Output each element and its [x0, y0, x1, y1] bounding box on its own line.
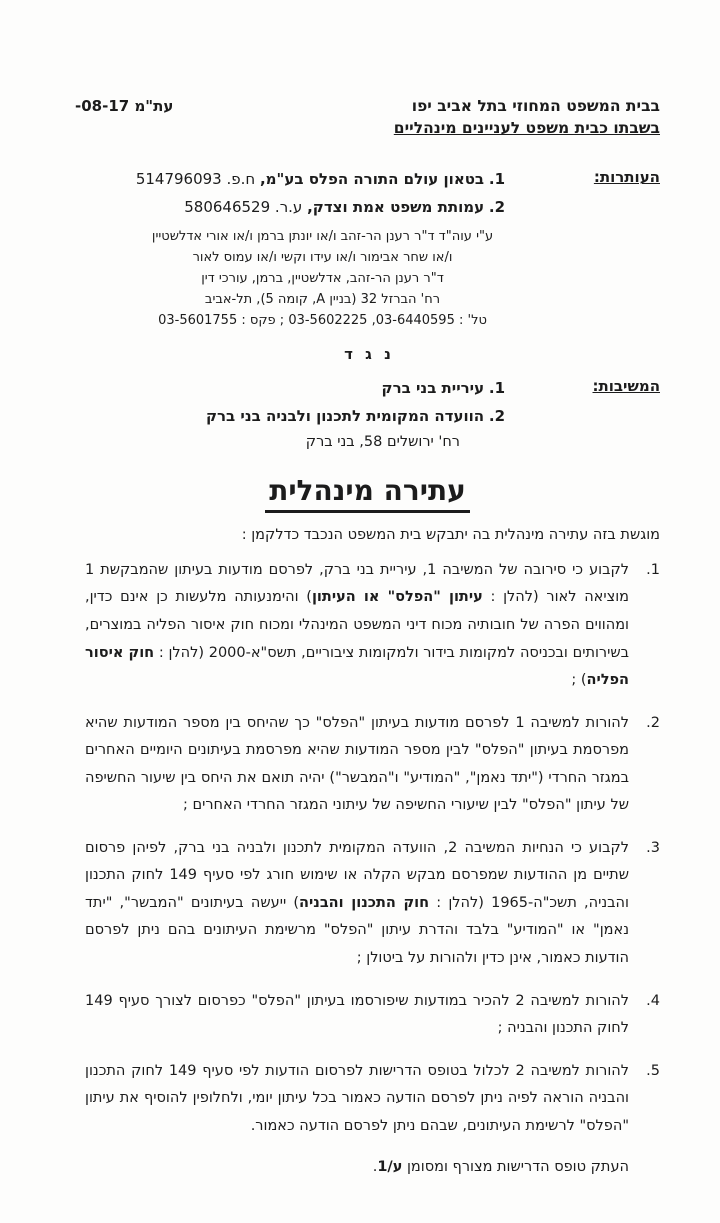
petition-item-4 [85, 988, 660, 1043]
petitioners-list [75, 166, 505, 222]
counsel-address: רח' הברזל 32 (בניין A, קומה 5), תל-אביב [204, 291, 441, 307]
respondent-1-name: עיריית בני ברק [381, 379, 485, 398]
title-row [75, 474, 660, 513]
respondents-address: רח' ירושלים 58, בני ברק [305, 433, 460, 450]
respondent-item-2 [75, 403, 505, 431]
petition-item-1-text: לקבוע כי סירובה של המשיבה 1, עיריית בני ברק, לפרסם מודעות בעיתון שהמבקשת 1 מוציאה לאור (להלן : עיתון "הפלס" או העיתון) והימנעותה מלעשות כן אינם כדין, ומהווים הפרה של חובותיה מכוח דיני המשפט המינהלי ומכוח חוק איסור הפליה במוצרים, בשירותים ובכניסה למקומות בידור ולמקומות ציבוריים, תשס"א-2000 (להלן : חוק איסור הפליה) ; [85, 561, 630, 689]
petitioner-1-name: בטאון עולם התורה הפלס בע"מ, [259, 169, 485, 188]
case-label: עת"מ [134, 97, 174, 115]
petition-item-1 [85, 557, 660, 695]
counsel-phones: טל' : 03-6440595, 03-5602225 ; פקס : 03-5601755 [158, 312, 487, 328]
respondent-item-1 [75, 375, 505, 403]
court-name: בבית המשפט המחוזי בתל אביב יפו [411, 97, 660, 115]
counsel-block [90, 227, 555, 331]
petitioner-2-registration: ע.ר. 580646529 [184, 197, 303, 216]
counsel-firm: ד"ר רענן הר-זהב, אדלשטיין, ברמן, עורכי דין [201, 271, 444, 287]
counsel-line-2: ו/או שחר אבימור ו/או עידו וקשי ו/או עמוס לאור [192, 250, 453, 266]
petition-item-2 [85, 710, 660, 820]
petition-item-5 [85, 1058, 660, 1141]
respondent-2-name: הוועדה המקומית לתכנון ולבניה בני ברק [205, 407, 485, 426]
petitioner-2-name: עמותת משפט אמת וצדק, [307, 197, 485, 216]
respondents-list [75, 375, 505, 450]
page-title: עתירה מינהלית [265, 474, 470, 513]
petition-item-3-text: לקבוע כי הנחיות המשיבה 2, הוועדה המקומית לתכנון ולבניה בני ברק, לפיהן פרסום שתיים מן ההודעות שמפרסם מבקש הקלה או שימוש חורג לפי סעיף 149 לחוק התכנון והבניה, תשכ"ה-1965 (להלן : חוק התכנון והבניה) ייעשה בעיתונים "המבשר", "יתד נאמן" או "המודיע" בלבד והדרת עיתון "הפלס" מרשימת העיתונים בהם ניתן לפרסם הודעות כאמור, אינן כדין ולהורות על ביטולן ; [85, 839, 629, 967]
document-header [75, 95, 660, 140]
exhibit-note: העתק טופס הדרישות מצורף ומסומן ע/1. [372, 1159, 629, 1176]
court-name-block [394, 95, 660, 140]
petition-item-3 [85, 835, 660, 973]
petitioner-1-number: 1. [488, 169, 505, 188]
respondent-2-number: 2. [488, 407, 505, 426]
petitioners-label: העותרות: [593, 167, 660, 186]
petitioners-section [75, 166, 660, 222]
respondent-1-number: 1. [488, 379, 505, 398]
versus-separator: נ ג ד [344, 345, 391, 364]
petition-item-4-number: 4. [646, 992, 660, 1009]
respondents-section [75, 375, 660, 450]
petitioner-item-1 [75, 166, 505, 194]
respondents-label: המשיבות: [592, 377, 660, 396]
petition-item-2-number: 2. [646, 714, 660, 731]
petition-item-5-text: להורות למשיבה 2 לכלול בטופס הדרישות לפרסום הודעות לפי סעיף 149 לחוק התכנון והבניה הוראה לפיה ניתן לפרסם הודעה כאמור בכל עיתון יומי, ולחלופין להוסיף את עיתון "הפלס" לרשימת העיתונים, שבהם ניתן לפרסם הודעה כאמור. [85, 1062, 629, 1134]
petitioner-2-number: 2. [488, 197, 505, 216]
court-division: בשבתו כבית משפט לעניינים מינהליים [393, 119, 660, 138]
petition-requests [75, 557, 660, 1140]
case-value: -08-17 [75, 97, 130, 115]
petition-item-2-text: להורות למשיבה 1 לפרסם מודעות בעיתון "הפלס" כך שהיחס בין מספר המודעות שהיא מפרסמת בעיתון "הפלס" לבין מספר המודעות שהיא מפרסמת בעיתונים היומיים האחרים במגזר החרדי ("יתד נאמן", "המודיע" ו"המבשר") יהיה תואם את היחס בין שיעור החשיפה של עיתון "הפלס" לבין שיעורי החשיפה של עיתוני המגזר החרדי האחרים ; [85, 714, 630, 814]
petition-intro: מוגשת בזה עתירה מינהלית בה יתבקש בית המשפט הנכבד כדלקמן : [241, 526, 660, 543]
petition-item-3-number: 3. [646, 839, 660, 856]
counsel-line-1: ע"י עוה"ד ד"ר רענן הר-זהב ו/או יונתן ברמן ו/או אורי אדלשטיין [151, 229, 494, 245]
petitioner-item-2 [75, 194, 505, 222]
petition-item-4-text: להורות למשיבה 2 להכיר במודעות שיפורסמו בעיתון "הפלס" כפרסום לצורך סעיף 149 לחוק התכנון והבניה ; [85, 992, 629, 1037]
petition-item-5-number: 5. [646, 1062, 660, 1079]
petition-item-1-number: 1. [646, 561, 660, 578]
case-number [75, 97, 173, 115]
petitioner-1-registration: ח.פ. 514796093 [135, 169, 256, 188]
